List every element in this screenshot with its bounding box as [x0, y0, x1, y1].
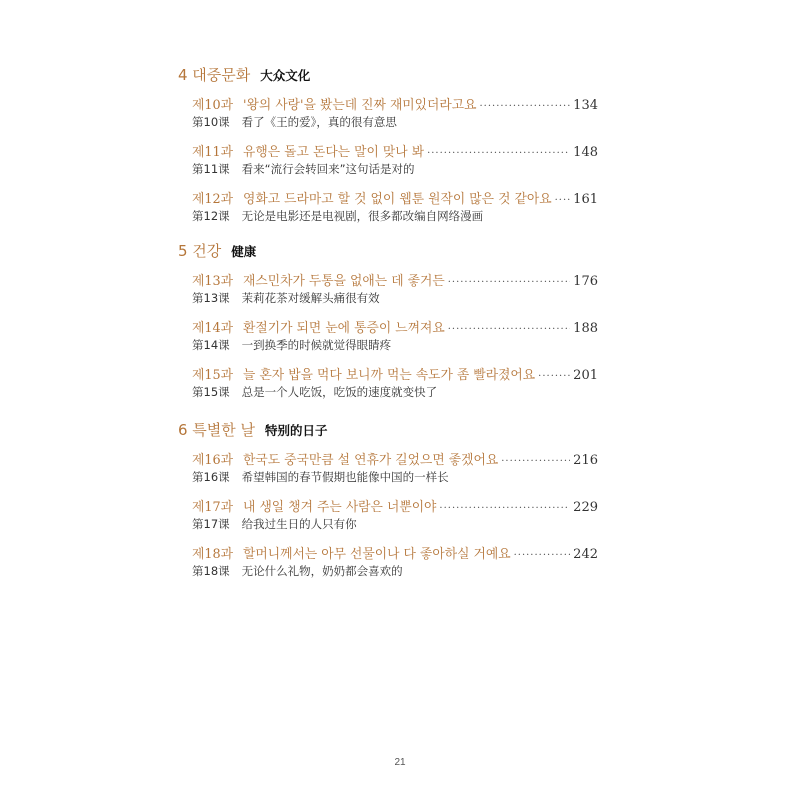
lesson-title-ko: 늘 혼자 밥을 먹다 보니까 먹는 속도가 좀 빨라졌어요	[243, 368, 536, 383]
page-number: 188	[573, 321, 598, 336]
lesson-ko-line	[192, 188, 598, 208]
lesson-16[interactable]	[178, 449, 598, 488]
leader-dots	[501, 456, 570, 467]
lesson-number-ko: 제10과	[192, 98, 234, 113]
lesson-title-cn: 看了《王的爱》，真的很有意思	[241, 115, 397, 129]
lesson-title-cn: 茉莉花茶对缓解头痛很有效	[241, 291, 380, 305]
lesson-ko-line	[192, 94, 598, 114]
leader-dots	[427, 148, 570, 159]
lesson-ko-line	[192, 364, 598, 384]
lesson-cn-line	[192, 469, 598, 488]
lesson-title-ko: 내 생일 챙겨 주는 사람은 너뿐이야	[243, 500, 437, 515]
section-heading	[178, 419, 598, 441]
lesson-title-ko: 환절기가 되면 눈에 통증이 느껴져요	[243, 321, 445, 336]
leader-dots	[448, 277, 570, 288]
leader-dots	[439, 503, 570, 514]
lesson-title-ko: 할머니께서는 아무 선물이나 다 좋아하실 거예요	[243, 547, 511, 562]
lesson-14[interactable]	[178, 317, 598, 356]
lesson-ko-line	[192, 141, 598, 161]
lesson-ko-line	[192, 496, 598, 516]
lesson-number-cn: 第18课	[192, 564, 230, 578]
lesson-15[interactable]	[178, 364, 598, 403]
page-footer-number: 21	[394, 757, 406, 768]
lesson-cn-line	[192, 337, 598, 356]
lesson-ko-line	[192, 317, 598, 337]
lesson-cn-line	[192, 384, 598, 403]
lesson-cn-line	[192, 290, 598, 309]
lesson-number-ko: 제18과	[192, 547, 234, 562]
lesson-number-ko: 제14과	[192, 321, 234, 336]
lesson-number-cn: 第12课	[192, 209, 230, 223]
page-number: 242	[573, 547, 598, 562]
lesson-ko-line	[192, 270, 598, 290]
lesson-title-ko: 영화고 드라마고 할 것 없이 웹툰 원작이 많은 것 같아요	[243, 192, 552, 207]
lesson-11[interactable]	[178, 141, 598, 180]
lesson-13[interactable]	[178, 270, 598, 309]
lesson-number-ko: 제13과	[192, 274, 234, 289]
page-number: 201	[573, 368, 598, 383]
lesson-ko-line	[192, 543, 598, 563]
page-number: 134	[573, 98, 598, 113]
leader-dots	[514, 550, 571, 561]
lesson-title-cn: 一到换季的时候就觉得眼睛疼	[241, 338, 392, 352]
lesson-title-cn: 给我过生日的人只有你	[241, 517, 357, 531]
page-number: 229	[573, 500, 598, 515]
leader-dots	[555, 195, 571, 206]
lesson-title-ko: '왕의 사랑'을 봤는데 진짜 재미있더라고요	[243, 98, 477, 113]
page-number: 216	[573, 453, 598, 468]
section-title-ko: 5 건강	[178, 242, 222, 260]
lesson-number-cn: 第11课	[192, 162, 230, 176]
lesson-title-cn: 总是一个人吃饭，吃饭的速度就变快了	[241, 385, 438, 399]
leader-dots	[538, 371, 570, 382]
lesson-number-cn: 第13课	[192, 291, 230, 305]
page-number: 176	[573, 274, 598, 289]
lesson-title-cn: 无论是电影还是电视剧，很多都改编自网络漫画	[241, 209, 484, 223]
lesson-number-ko: 제11과	[192, 145, 234, 160]
lesson-number-cn: 第16课	[192, 470, 230, 484]
section-heading	[178, 240, 598, 262]
leader-dots	[479, 101, 570, 112]
section-4	[178, 64, 598, 235]
lesson-18[interactable]	[178, 543, 598, 582]
section-title-cn: 大众文化	[260, 68, 311, 83]
lesson-10[interactable]	[178, 94, 598, 133]
page-number: 161	[573, 192, 598, 207]
section-title-cn: 健康	[231, 244, 257, 259]
section-5	[178, 240, 598, 411]
lesson-cn-line	[192, 161, 598, 180]
lesson-title-cn: 希望韩国的春节假期也能像中国的一样长	[241, 470, 449, 484]
page-number: 148	[573, 145, 598, 160]
lesson-title-cn: 看来“流行会转回来”这句话是对的	[241, 162, 415, 176]
section-heading	[178, 64, 598, 86]
lesson-cn-line	[192, 208, 598, 227]
lesson-number-cn: 第14课	[192, 338, 230, 352]
lesson-number-ko: 제17과	[192, 500, 234, 515]
lesson-12[interactable]	[178, 188, 598, 227]
section-6	[178, 419, 598, 590]
lesson-number-ko: 제12과	[192, 192, 234, 207]
lesson-cn-line	[192, 563, 598, 582]
lesson-cn-line	[192, 516, 598, 535]
lesson-number-cn: 第10课	[192, 115, 230, 129]
lesson-title-ko: 유행은 돌고 돈다는 말이 맞나 봐	[243, 145, 425, 160]
lesson-ko-line	[192, 449, 598, 469]
section-title-ko: 4 대중문화	[178, 66, 251, 84]
lesson-title-cn: 无论什么礼物，奶奶都会喜欢的	[241, 564, 403, 578]
lesson-title-ko: 재스민차가 두통을 없애는 데 좋거든	[243, 274, 445, 289]
lesson-number-ko: 제16과	[192, 453, 234, 468]
lesson-number-cn: 第15课	[192, 385, 230, 399]
section-title-cn: 特别的日子	[265, 423, 328, 438]
leader-dots	[448, 324, 570, 335]
section-title-ko: 6 특별한 날	[178, 421, 256, 439]
lesson-number-ko: 제15과	[192, 368, 234, 383]
lesson-number-cn: 第17课	[192, 517, 230, 531]
lesson-17[interactable]	[178, 496, 598, 535]
lesson-cn-line	[192, 114, 598, 133]
lesson-title-ko: 한국도 중국만큼 설 연휴가 길었으면 좋겠어요	[243, 453, 499, 468]
